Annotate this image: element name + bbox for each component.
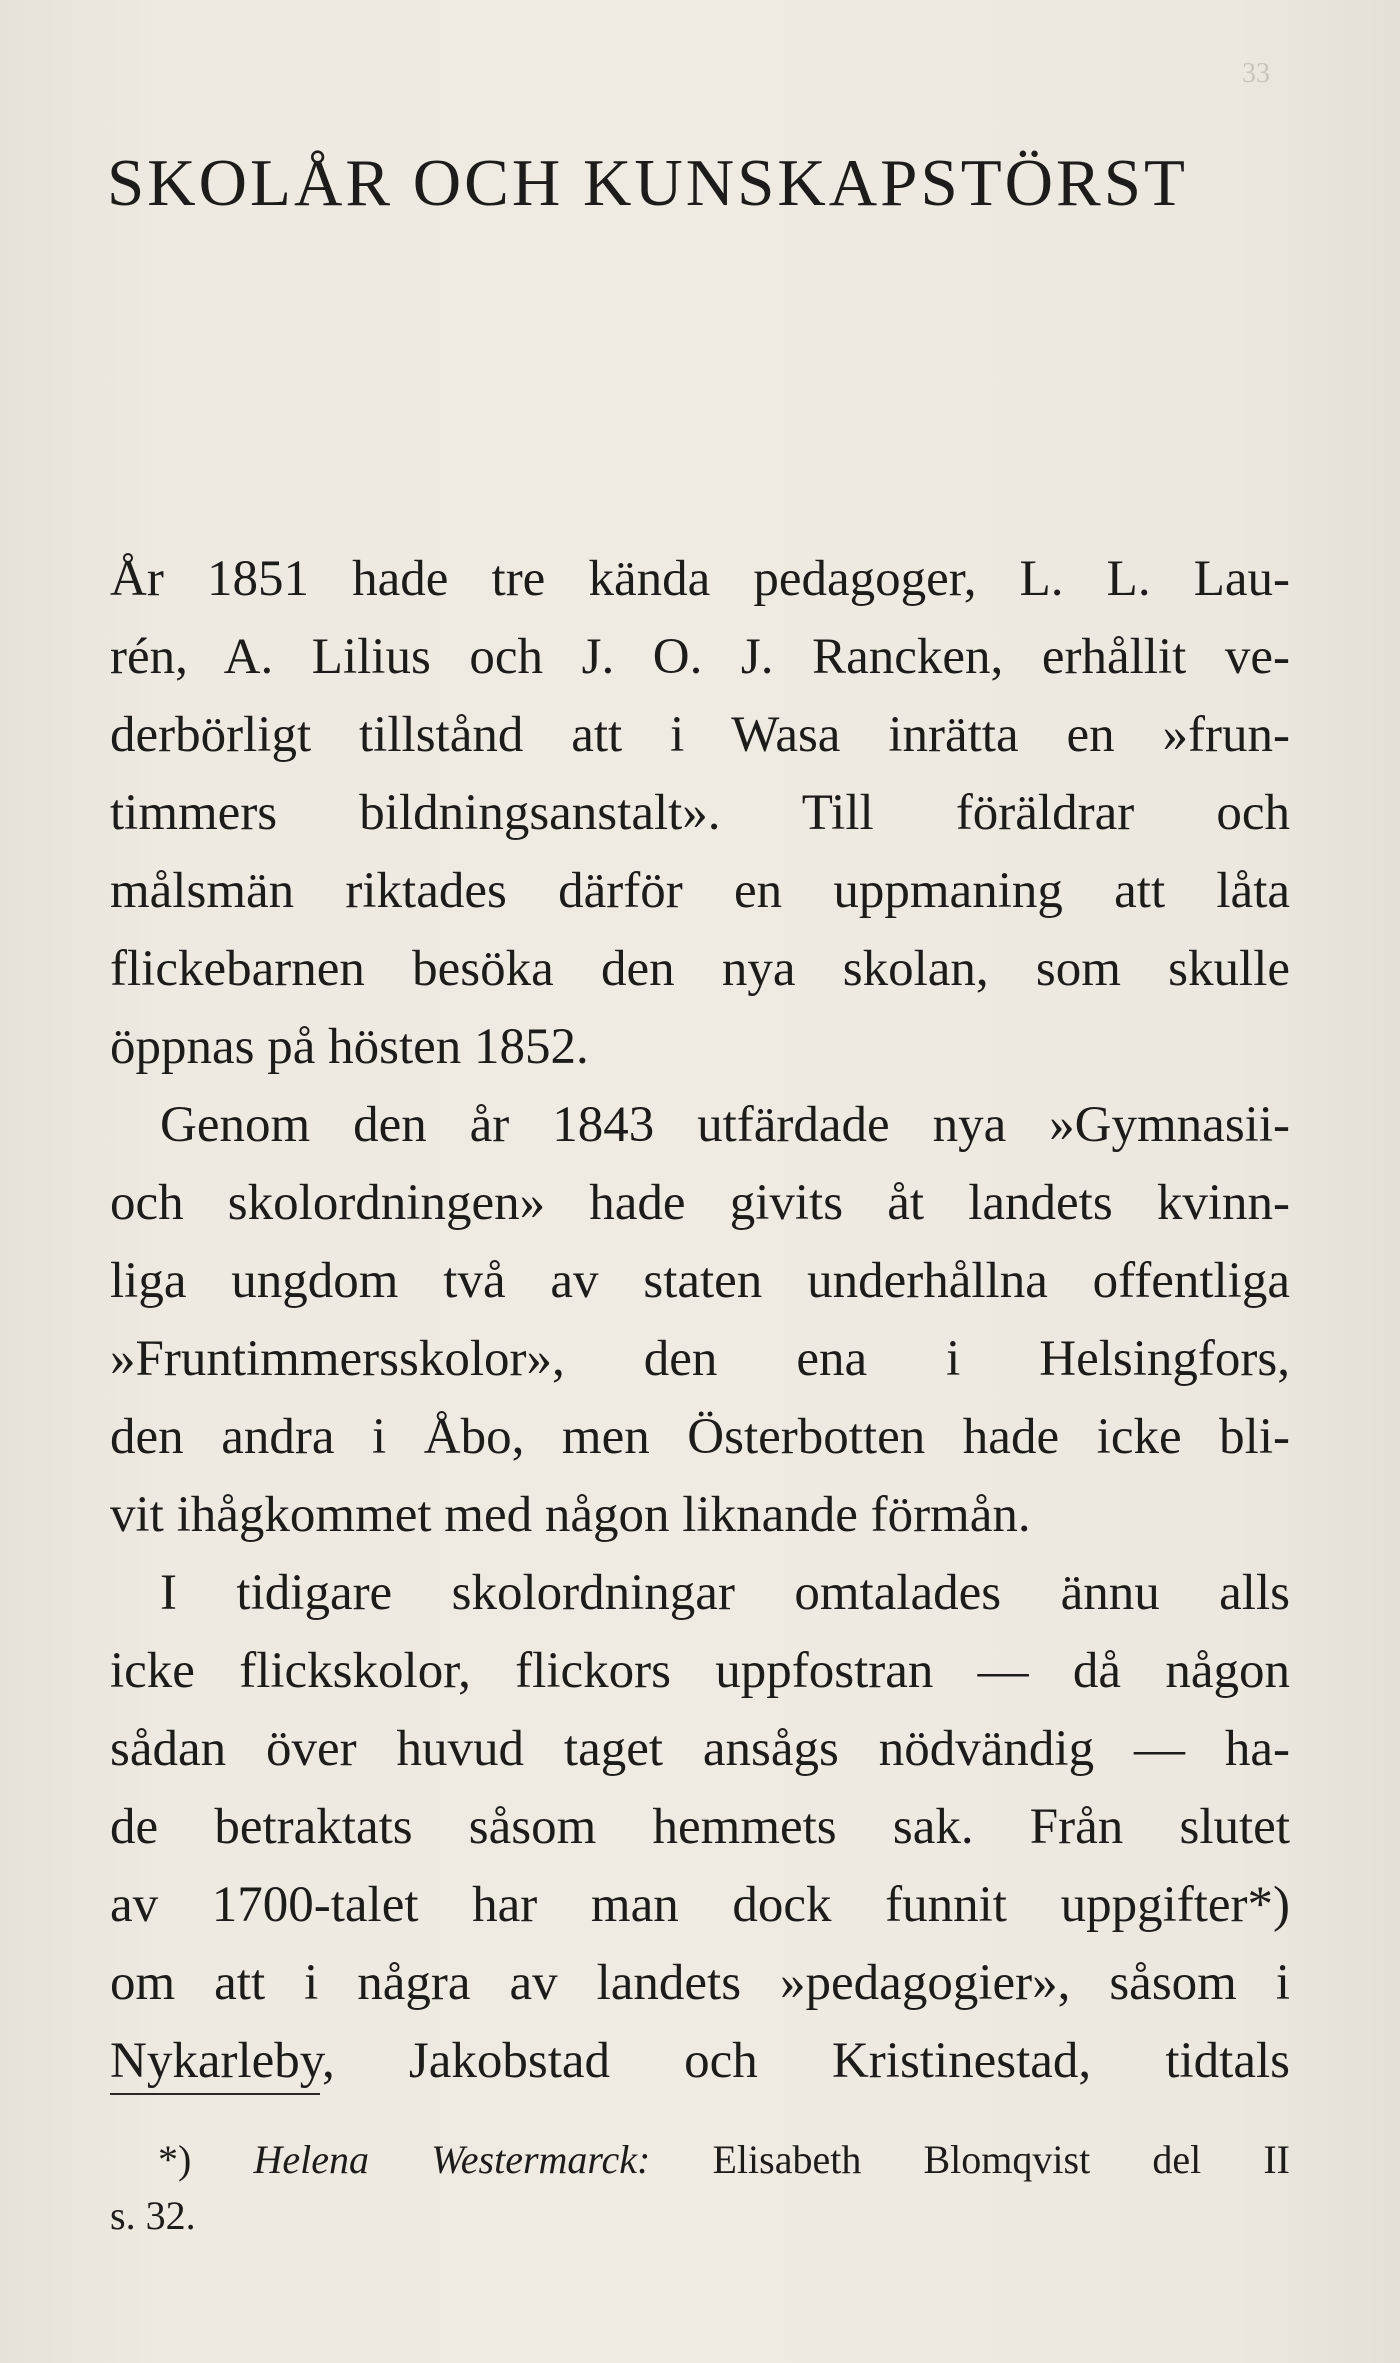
text-line: Genom den år 1843 utfärdade nya »Gymnasii- [160,1097,1290,1153]
text-line: icke flickskolor, flickors uppfostran — då någon [110,1643,1290,1699]
paragraph-3 [110,1554,1290,2100]
text-line: vit ihågkommet med någon liknande förmån. [110,1487,1031,1543]
footnote-author: Helena Westermarck: [253,2137,651,2182]
text-line: flickebarnen besöka den nya skolan, som skulle [110,941,1290,997]
chapter-title: SKOLÅR OCH KUNSKAPSTÖRST [107,146,1188,220]
text-line: År 1851 hade tre kända pedagoger, L. L. Lau- [110,551,1290,607]
page-number: 33 [1242,58,1270,89]
text-line: de betraktats såsom hemmets sak. Från slutet [110,1799,1290,1855]
text-line: derbörligt tillstånd att i Wasa inrätta en »frun- [110,707,1290,763]
text-line: den andra i Åbo, men Österbotten hade icke bli- [110,1409,1290,1465]
footnote-line-1 [110,2132,1290,2188]
footnote [110,2132,1290,2244]
footnote-divider [110,2093,320,2095]
text-line: Nykarleby, Jakobstad och Kristinestad, tidtals [110,2033,1290,2089]
text-line: »Fruntimmersskolor», den ena i Helsingfors, [110,1331,1290,1387]
text-line: målsmän riktades därför en uppmaning att låta [110,863,1290,919]
text-line: om att i några av landets »pedagogier», såsom i [110,1955,1290,2011]
paragraph-2 [110,1086,1290,1554]
text-line: öppnas på hösten 1852. [110,1019,589,1075]
text-line: rén, A. Lilius och J. O. J. Rancken, erhållit ve- [110,629,1290,685]
text-line: och skolordningen» hade givits åt landets kvinn- [110,1175,1290,1231]
text-line: I tidigare skolordningar omtalades ännu alls [160,1565,1290,1621]
text-line: liga ungdom två av staten underhållna offentliga [110,1253,1290,1309]
footnote-marker: *) [158,2137,192,2182]
text-line: sådan över huvud taget ansågs nödvändig — ha- [110,1721,1290,1777]
text-line: timmers bildningsanstalt». Till föräldrar och [110,785,1290,841]
text-line: av 1700-talet har man dock funnit uppgifter*) [110,1877,1290,1933]
footnote-line-2: s. 32. [110,2193,196,2238]
paragraph-1 [110,540,1290,1086]
footnote-reference: Elisabeth Blomqvist del II [712,2137,1290,2182]
